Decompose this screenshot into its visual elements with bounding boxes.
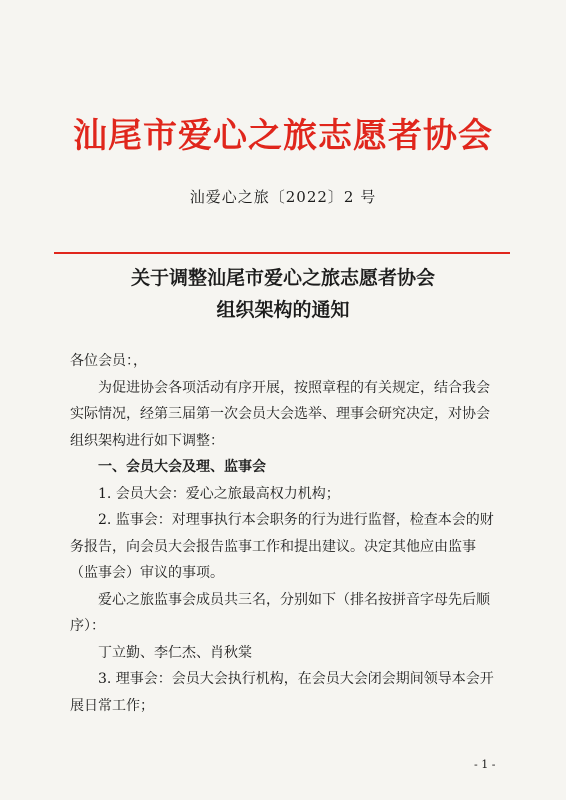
title-line-1: 关于调整汕尾市爱心之旅志愿者协会 — [130, 267, 435, 289]
title-line-2: 组织架构的通知 — [216, 299, 350, 321]
greeting: 各位会员：， — [70, 353, 147, 369]
paragraph-supervisor-names: 丁立勤、李仁杰、肖秋棠 — [98, 644, 252, 661]
organization-header: 汕尾市爱心之旅志愿者协会 — [73, 116, 493, 156]
paragraph-supervisors-intro: 爱心之旅监事会成员共三名，分别如下（排名按拼音字母先后顺序）： — [70, 591, 490, 634]
paragraph-supervisory-board: 2. 监事会：对理事执行本会职务的行为进行监督，检查本会的财务报告，向会员大会报告监事工作和提出建议。决定其他应由监事（监事会）审议的事项。 — [70, 512, 494, 581]
section-heading-1: 一、会员大会及理、监事会 — [98, 459, 266, 475]
notice-title — [0, 262, 566, 326]
notice-body — [70, 348, 502, 719]
paragraph-members-assembly: 1. 会员大会：爱心之旅最高权力机构； — [98, 485, 340, 502]
red-divider-line — [54, 252, 510, 254]
paragraph-intro: 为促进协会各项活动有序开展，按照章程的有关规定，结合我会实际情况，经第三届第一次会员大会选举、理事会研究决定，对协会组织架构进行如下调整： — [70, 379, 490, 449]
page-number: - 1 - — [474, 758, 496, 771]
paragraph-council: 3. 理事会：会员大会执行机构，在会员大会闭会期间领导本会开展日常工作； — [70, 671, 494, 714]
document-number: 汕爱心之旅〔2022〕2 号 — [189, 188, 377, 206]
